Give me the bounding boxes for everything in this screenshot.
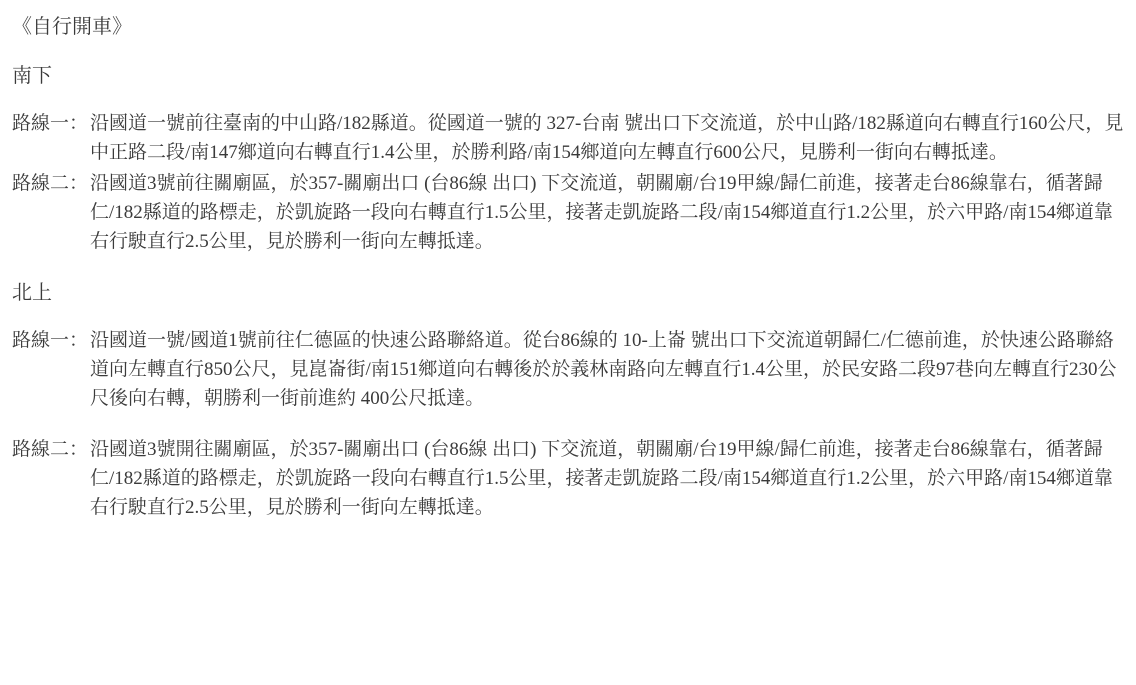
route-label: 路線一：	[12, 113, 89, 134]
route-item	[12, 110, 1126, 168]
route-item	[12, 327, 1126, 414]
route-text: 沿國道一號/國道1號前往仁德區的快速公路聯絡道。從台86線的 10-上崙 號出口下交流道朝歸仁/仁德前進，於快速公路聯絡道向左轉直行850公尺，見崑崙街/南151鄉道向右轉後於於義林南路向左轉直行1.4公里，於民安路二段97巷向左轉直行230公尺後向右轉，朝勝利一街前進約 400公尺抵達。	[90, 330, 1117, 410]
route-label: 路線二：	[12, 439, 89, 460]
spacer	[12, 416, 1126, 436]
section-heading-southbound: 南下	[12, 65, 52, 87]
route-text: 沿國道3號開往關廟區，於357-關廟出口 (台86線 出口) 下交流道，朝關廟/台19甲線/歸仁前進，接著走台86線靠右，循著歸仁/182縣道的路標走，於凱旋路一段向右轉直行1.5公里，接著走凱旋路二段/南154鄉道直行1.2公里，於六甲路/南154鄉道靠右行駛直行2.5公里，見於勝利一街向左轉抵達。	[90, 439, 1113, 518]
spacer	[12, 258, 1126, 280]
route-text: 沿國道一號前往臺南的中山路/182縣道。從國道一號的 327-台南 號出口下交流道，於中山路/182縣道向右轉直行160公尺，見中正路二段/南147鄉道向右轉直行1.4公里，於勝利路/南154鄉道向左轉直行600公尺，見勝利一街向右轉抵達。	[90, 113, 1124, 163]
route-label: 路線二：	[12, 172, 89, 194]
route-label: 路線一：	[12, 330, 89, 352]
document-title: 《自行開車》	[12, 16, 132, 38]
route-item	[12, 436, 1126, 523]
section-heading-northbound: 北上	[12, 282, 52, 305]
route-item	[12, 170, 1126, 257]
route-text: 沿國道3號前往關廟區，於357-關廟出口 (台86線 出口) 下交流道，朝關廟/台19甲線/歸仁前進，接著走台86線靠右，循著歸仁/182縣道的路標走，於凱旋路一段向右轉直行1.5公里，接著走凱旋路二段/南154鄉道直行1.2公里，於六甲路/南154鄉道靠右行駛直行2.5公里，見於勝利一街向左轉抵達。	[90, 172, 1113, 252]
